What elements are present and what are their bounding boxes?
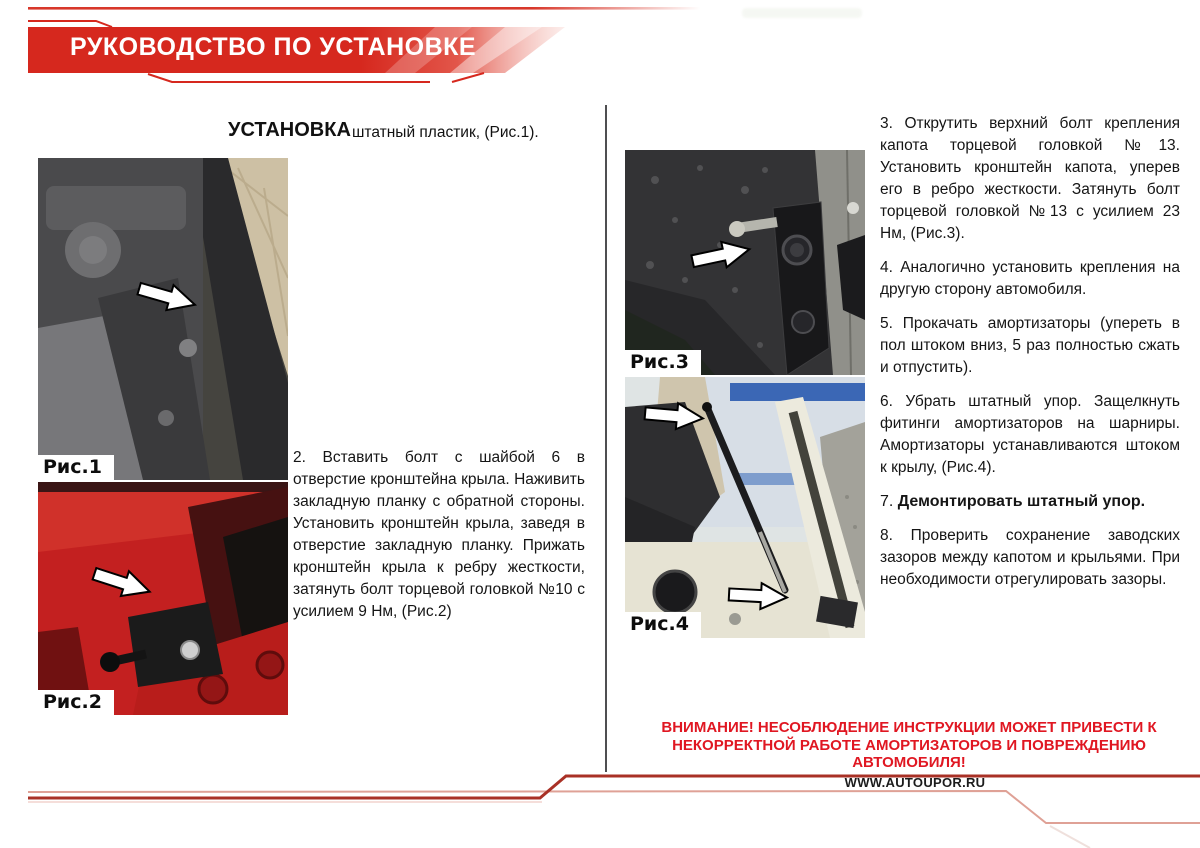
warning-line-1: ВНИМАНИЕ! НЕСОБЛЮДЕНИЕ ИНСТРУКЦИИ МОЖЕТ ПРИВЕСТИ К — [661, 719, 1157, 736]
step-8-text: 8. Проверить сохранение заводских зазоров между капотом и крыльями. При необходимости отрегулировать зазоры. — [880, 527, 1180, 588]
step-5-text: 5. Прокачать амортизаторы (упереть в пол штоком вниз, 5 раз полностью сжать и отпустить). — [880, 315, 1180, 376]
warning-line-3: АВТОМОБИЛЯ! — [852, 754, 966, 771]
step-2-text: 2. Вставить болт с шайбой 6 в отверстие кронштейна крыла. Наживить закладную планку с обратной стороны. Установить кронштейн крыла, заведя в отверстие закладную планку. Прижать кронштейн крыла к ребру жесткости, затянуть болт торцевой головкой №10 с усилием 9 Нм, (Рис.2) — [293, 449, 585, 620]
figure-1-label: Рис.1 — [38, 455, 114, 481]
figure-2-photo — [38, 482, 288, 715]
warning-line-2: НЕКОРРЕКТНОЙ РАБОТЕ АМОРТИЗАТОРОВ И ПОВРЕЖДЕНИЮ — [672, 736, 1146, 754]
step-7-bold-text: Демонтировать штатный упор. — [897, 493, 1146, 510]
figure-4-photo — [625, 377, 865, 638]
step-7-text — [880, 491, 1180, 513]
step-4-text: 4. Аналогично установить крепления на другую сторону автомобиля. — [880, 259, 1180, 298]
figure-2-label: Рис.2 — [38, 690, 114, 716]
figure-1-photo — [38, 158, 288, 480]
step-6-text: 6. Убрать штатный упор. Защелкнуть фитинги амортизаторов на шарниры. Амортизаторы устанавливаются штоком к крылу, (Рис.4). — [880, 393, 1180, 476]
figure-3-photo — [625, 150, 865, 375]
footer-line-decoration — [0, 768, 1200, 848]
faint-scan-watermark — [742, 8, 862, 18]
warning-notice — [628, 719, 1190, 772]
instructions-column — [880, 113, 1180, 603]
page-title: РУКОВОДСТВО ПО УСТАНОВКЕ — [70, 33, 477, 61]
figure-4-label: Рис.4 — [625, 612, 701, 638]
step-1-text: штатный пластик, (Рис.1). — [352, 124, 539, 141]
section-title: УСТАНОВКА — [228, 119, 351, 141]
website-url: WWW.AUTOUPOR.RU — [844, 775, 986, 790]
step-7-number: 7. — [880, 493, 898, 510]
figure-3-label: Рис.3 — [625, 350, 701, 376]
column-divider — [605, 105, 607, 772]
step-3-text: 3. Открутить верхний болт крепления капота торцевой головкой №13. Установить кронштейн капота, уперев его в ребро жесткости. Затянуть болт торцевой головкой №13 с усилием 23 Нм, (Рис.3). — [880, 115, 1180, 242]
